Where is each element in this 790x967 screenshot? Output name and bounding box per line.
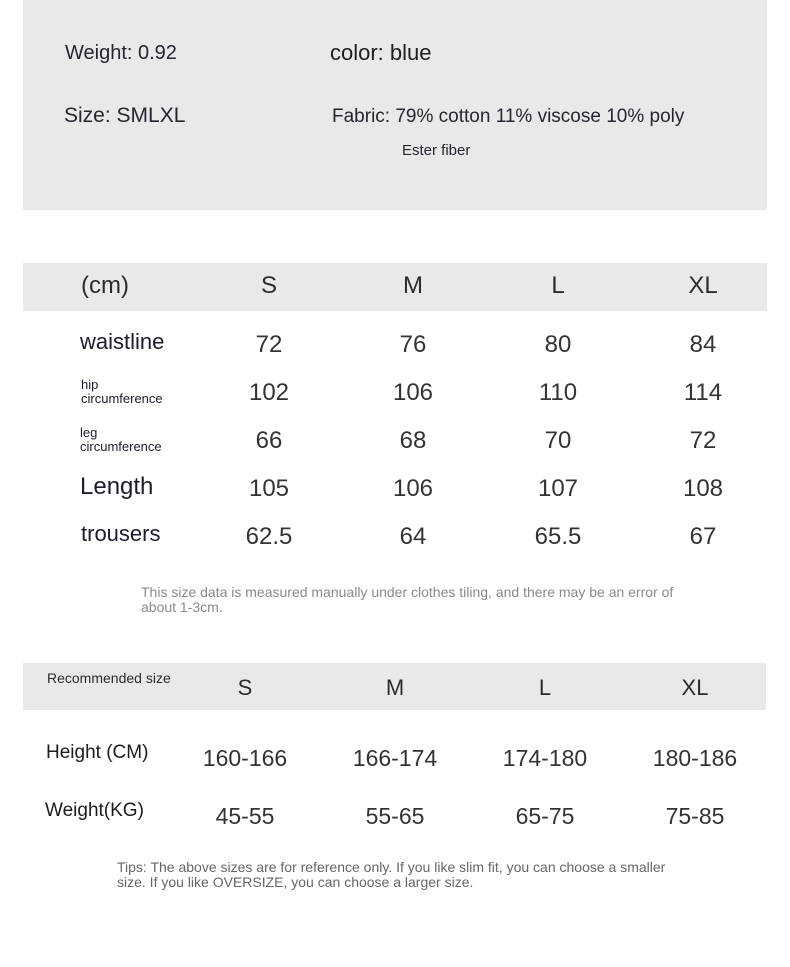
table-cell: 174-180 [502, 745, 588, 771]
row-label-leg-line2: circumference [80, 439, 162, 454]
rec-header-m: M [385, 675, 405, 700]
table-cell: 114 [683, 379, 723, 406]
table-cell: 160-166 [202, 745, 288, 771]
table-cell: 72 [255, 331, 283, 358]
table-cell: 108 [682, 475, 724, 502]
row-label-waistline: waistline [80, 329, 165, 354]
row-label-trousers: trousers [81, 521, 161, 546]
recommended-size-label: Recommended size [47, 670, 171, 686]
size-header-l: L [551, 272, 565, 299]
size-header-unit: (cm) [81, 272, 129, 299]
table-cell: 102 [248, 379, 290, 406]
rec-header-l: L [538, 675, 552, 700]
info-weight: Weight: 0.92 [65, 42, 177, 64]
row-label-hip-line1: hip [81, 377, 99, 392]
row-label-hip [81, 378, 163, 406]
table-cell: 105 [248, 475, 290, 502]
size-table-header [23, 263, 767, 311]
rec-row-label-height: Height (CM) [46, 742, 149, 763]
rec-row-label-weight: Weight(KG) [45, 800, 144, 821]
table-cell: 76 [399, 331, 427, 358]
table-cell: 180-186 [652, 745, 738, 771]
table-cell: 55-65 [365, 803, 425, 829]
size-header-m: M [403, 272, 423, 299]
table-cell: 68 [399, 427, 427, 454]
info-fabric-continuation: Ester fiber [402, 142, 471, 159]
table-cell: 65.5 [534, 523, 582, 550]
size-tips-note: Tips: The above sizes are for reference only. If you like slim fit, you can choose a smaller size. If you like OVERSIZE, you can choose a larger size. [117, 859, 666, 890]
table-cell: 166-174 [352, 745, 438, 771]
table-cell: 107 [537, 475, 579, 502]
row-label-hip-line2: circumference [81, 391, 163, 406]
size-header-s: S [260, 272, 278, 299]
info-color: color: blue [330, 40, 432, 65]
row-label-leg [80, 426, 162, 454]
row-label-leg-line1: leg [80, 425, 98, 440]
info-size: Size: SMLXL [64, 104, 186, 127]
table-cell: 72 [689, 427, 717, 454]
table-cell: 65-75 [515, 803, 575, 829]
row-label-length: Length [80, 473, 154, 500]
info-fabric: Fabric: 79% cotton 11% viscose 10% poly [332, 106, 685, 127]
table-cell: 75-85 [665, 803, 725, 829]
table-cell: 66 [255, 427, 283, 454]
table-cell: 64 [399, 523, 427, 550]
table-cell: 84 [689, 331, 717, 358]
table-cell: 110 [538, 379, 578, 406]
size-header-xl: XL [688, 272, 718, 299]
table-cell: 45-55 [215, 803, 275, 829]
rec-header-s: S [237, 675, 253, 700]
rec-header-xl: XL [681, 675, 709, 700]
size-measurement-note: This size data is measured manually under clothes tiling, and there may be an error of about 1-3cm. [141, 584, 674, 615]
table-cell: 80 [544, 331, 572, 358]
table-cell: 106 [392, 379, 434, 406]
table-cell: 70 [544, 427, 572, 454]
table-cell: 106 [392, 475, 434, 502]
table-cell: 62.5 [245, 523, 293, 550]
table-cell: 67 [689, 523, 717, 550]
